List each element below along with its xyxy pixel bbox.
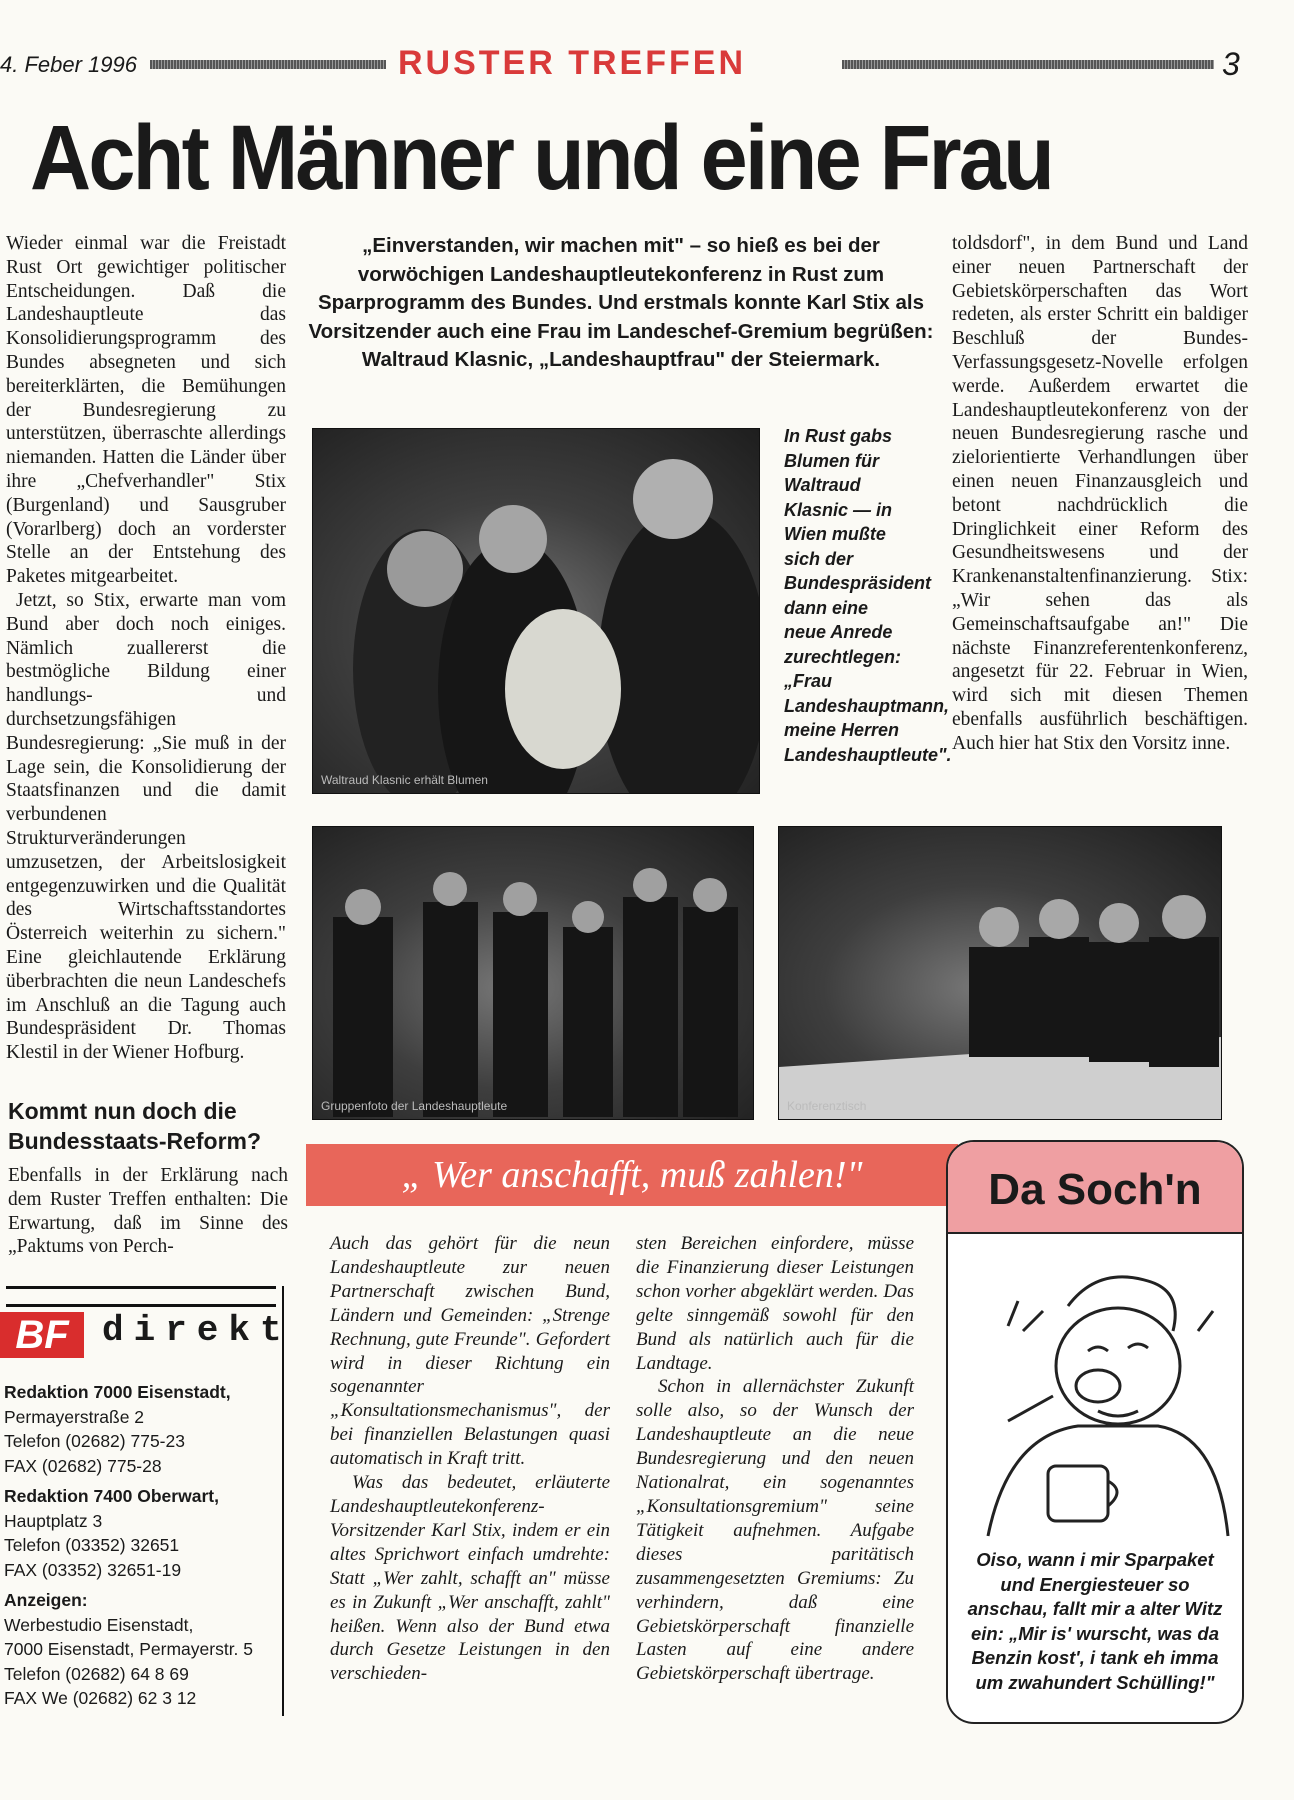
lede: „Einverstanden, wir machen mit" – so hieß es bei der vorwöchigen Landeshauptleutekonferenz in Rust zum Sparprogramm des Bundes. Und erstmals konnte Karl Stix als Vorsitzender auch eine Frau im Landeschef-Gremium begrüßen: Waltraud Klasnic, „Landeshauptfrau" der Steiermark. [308,234,934,371]
bottom-paragraph: Was das bedeutet, erläuterte Landeshauptleutekonferenz-Vorsitzender Karl Stix, indem er ein altes Sprichwort einfach umdrehte: Statt „Wer zahlt, schafft an" müsse es in Zukunft „Wer anschafft, zahlt" heißen. Wenn also der Bund etwa durch Gesetze Leistungen in den verschieden- [330,1472,610,1685]
cartoon-title: Da Soch'n [948,1142,1242,1234]
contact-line: FAX (03352) 32651-19 [4,1559,182,1580]
issue-date: 4. Feber 1996 [0,52,137,77]
contact-line: FAX We (02682) 62 3 12 [4,1688,197,1708]
contact-line: Telefon (02682) 775-23 [4,1431,185,1451]
contact-line: 7000 Eisenstadt, Permayerstr. 5 [4,1639,254,1659]
right-column [952,232,1248,756]
left-paragraph: Jetzt, so Stix, erwarte man vom Bund aber doch noch einiges. Nämlich zuallererst die bestmögliche Bildung einer handlungs- und durchsetzungsfähigen Bundesregierung: „Sie muß in der Lage sein, die Konsolidierung der Staatsfinanzen und die damit verbundenen Strukturveränderungen umzusetzen, der Arbeitslosigkeit entgegenzuwirken und die Qualität des Wirtschaftsstandortes Österreich weiterhin zu sichern." Eine gleichlautende Erklärung überbrachten die neun Landeschefs im Anschluß an die Tagung auch Bundespräsident Dr. Thomas Klestil in der Wiener Hofburg. [6,589,286,1064]
cartoon-box [946,1140,1244,1724]
bottom-paragraph: sten Bereichen einfordere, müsse die Finanzierung dieser Leistungen schon vorher abgeklärt werden. Das gelte sinngemäß sowohl für den Bund als natürlich auch für die Landtage. [636,1233,914,1374]
photo-figures [779,827,1221,1119]
left-paragraph: Wieder einmal war die Freistadt Rust Ort gewichtiger politischer Entscheidungen. Daß die Landeshauptleute das Konsolidierungsprogramm des Bundes absegneten und sich bereiterklärten, die Bemühungen der Bundesregierung zu unterstützen, überraschte allerdings niemanden. Hatten die Länder über ihre „Chefverhandler" Stix (Burgenland) und Sausgruber (Vorarlberg) doch an vorderster Stelle an der Entstehung des Paketes mitgearbeitet. [6,233,286,588]
photo-alt: Waltraud Klasnic erhält Blumen [321,773,488,787]
bottom-paragraph: Schon in allernächster Zukunft solle also, so der Wunsch der Landeshauptleute an die neue Bundesregierung und den neuen Nationalrat, ein sogenanntes „Konsultationsgremium" seine Tätigkeit aufnehmen. Aufgabe dieses paritätisch zusammengesetzten Gremiums: Zu verhindern, daß eine Gebietskörperschaft finanzielle Lasten auf eine andere Gebietskörperschaft übertrage. [636,1376,914,1685]
photo-figures [313,827,753,1119]
bf-logo: BF [0,1312,84,1358]
contact-line: Hauptplatz 3 [4,1510,103,1531]
photo-figures [313,429,759,793]
cartoon-caption: Oiso, wann i mir Sparpaket und Energiesteuer so anschau, fallt mir a alter Witz ein: „Mir is' wurscht, was da Benzin kost', i tank eh imma um zwahundert Schülling!" [967,1549,1223,1693]
header-rule-right [842,60,1214,69]
contact-line: Telefon (03352) 32651 [4,1535,180,1555]
bottom-column-2 [636,1232,914,1686]
box-rule [6,1286,276,1289]
header-rule-left [150,60,386,69]
left-column-continued [8,1164,288,1259]
photo-alt: Konferenztisch [787,1099,867,1113]
left-paragraph: Ebenfalls in der Erklärung nach dem Ruster Treffen enthalten: Die Erwartung, daß im Sinne des „Paktums von Perch- [8,1165,288,1258]
contact-line: Werbestudio Eisenstadt, [4,1614,194,1635]
page-number: 3 [1222,46,1240,82]
box-title: direkt [102,1310,292,1351]
bottom-paragraph: Auch das gehört für die neun Landeshauptleute zur neuen Partnerschaft zwischen Bund, Ländern und Gemeinden: „Strenge Rechnung, gute Freunde". Gefordert wird in dieser Richtung ein sogenannter „Konsultationsmechanismus", der bei finanziellen Belastungen quasi automatisch in Kraft tritt. [330,1233,610,1470]
headline: Acht Männer und eine Frau [30,107,1053,209]
section-title: RUSTER TREFFEN [398,44,746,82]
cartoon-figure-icon [948,1236,1242,1546]
subheading: Kommt nun doch die Bundesstaats-Reform? [8,1098,262,1154]
quote-text: „ Wer anschafft, muß zahlen!" [401,1154,863,1196]
group-photo [312,826,754,1120]
contact-line: FAX (02682) 775-28 [4,1455,162,1476]
photo-caption: In Rust gabs Blumen für Waltraud Klasnic — in Wien mußte sich der Bundespräsident dann eine neue Anrede zurechtlegen: „Frau Landeshauptmann, meine Herren Landeshauptleute". [784,426,952,765]
photo-alt: Gruppenfoto der Landeshauptleute [321,1099,508,1113]
contact-line: Anzeigen: [4,1590,88,1610]
contact-line: Redaktion 7000 Eisenstadt, [4,1382,231,1402]
quote-banner [306,1144,958,1206]
left-column [6,232,286,1065]
meeting-photo [778,826,1222,1120]
right-paragraph: toldsdorf", in dem Bund und Land einer neuen Partnerschaft der Gebietskörperschaften das Wort redeten, als erster Schritt ein baldiger Beschluß der Bundes-Verfassungsgesetz-Novelle erfolgen werde. Außerdem erwartet die Landeshauptleutekonferenz von der neuen Bundesregierung rasche und zielorientierte Verhandlungen über einen neuen Finanzausgleich und betont nachdrücklich die Dringlichkeit einer Reform des Gesundheitswesens und der Krankenanstaltenfinanzierung. Stix: „Wir sehen das als Gemeinschaftsaufgabe an!" Die nächste Finanzreferentenkonferenz, angesetzt für 22. Februar in Wien, wird sich mit diesen Themen ebenfalls ausführlich beschäftigen. Auch hier hat Stix den Vorsitz inne. [952,233,1248,754]
contact-info [4,1380,284,1711]
contact-line: Telefon (02682) 64 8 69 [4,1663,189,1684]
contact-line: Permayerstraße 2 [4,1406,145,1427]
main-photo [312,428,760,794]
bottom-column-1 [330,1232,610,1686]
box-rule [6,1304,276,1307]
contact-line: Redaktion 7400 Oberwart, [4,1486,219,1506]
